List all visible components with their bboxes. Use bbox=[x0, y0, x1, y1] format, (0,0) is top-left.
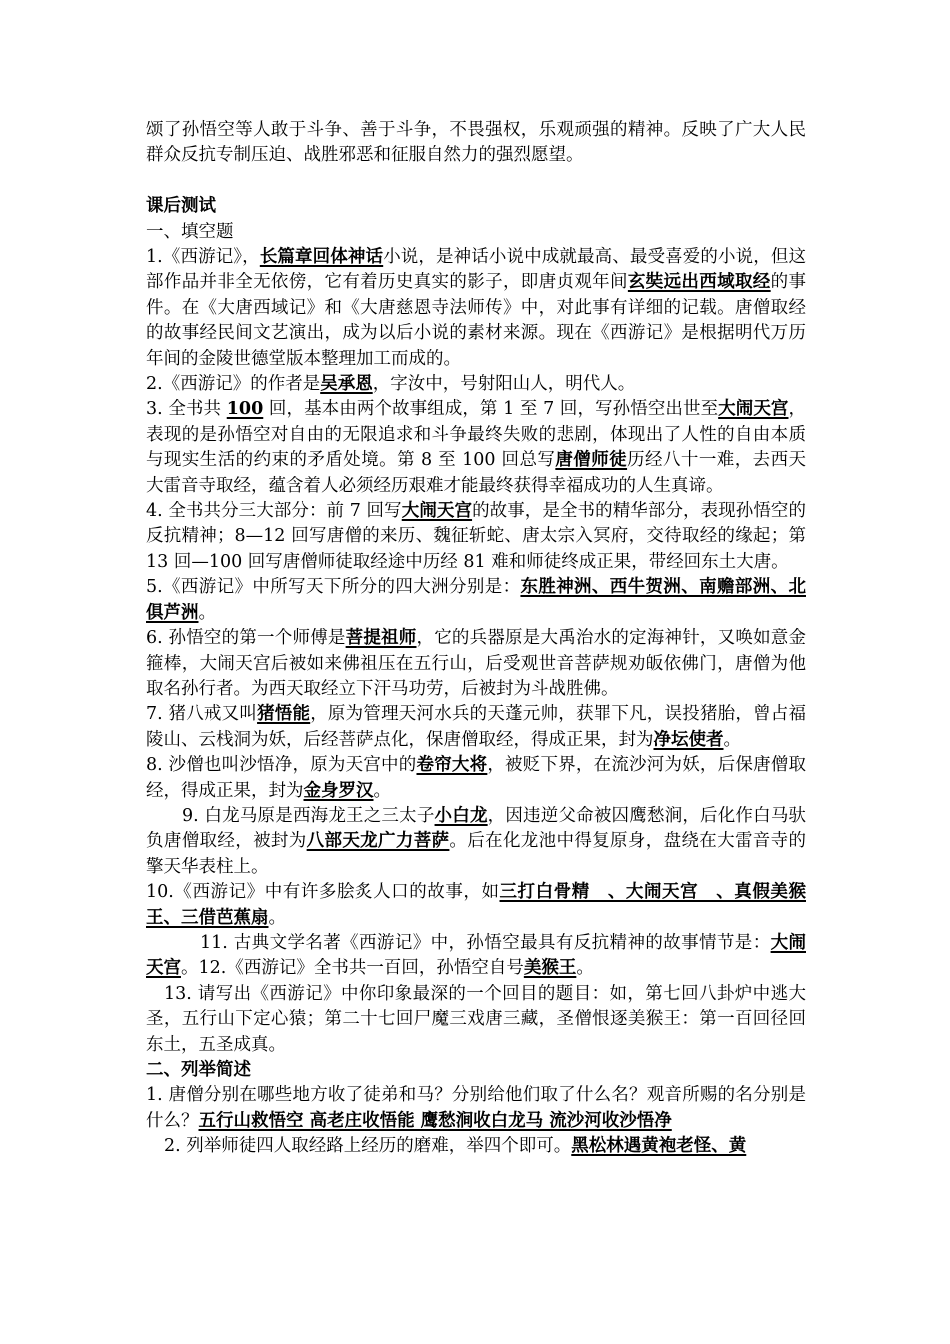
q7-text-c: 。 bbox=[723, 729, 741, 750]
q7-text-a: 7. 猪八戒又叫 bbox=[146, 704, 258, 725]
q10-answer-1: 三打白骨精 、大闹天宫 、真假美猴王、三借芭蕉扇 bbox=[146, 882, 806, 928]
q1-answer-2: 玄奘远出西域取经 bbox=[627, 272, 771, 293]
q8-answer-1: 卷帘大将 bbox=[416, 755, 488, 776]
l2-text-a: 2. 列举师徒四人取经路上经历的磨难，举四个即可。 bbox=[164, 1136, 572, 1157]
list-question-2 bbox=[146, 1134, 806, 1159]
q10-text-a: 10.《西游记》中有许多脍炙人口的故事，如 bbox=[146, 882, 500, 903]
l1-text-a: 1. 唐僧分别在哪些地方收了徒弟和马？分别给他们取了什么名？观音所赐的名分别是什么？ bbox=[146, 1085, 806, 1131]
question-11 bbox=[146, 931, 806, 982]
q6-text-b: ，它的兵器原是大禹治水的定海神针，又唤如意金箍棒，大闹天宫后被如来佛祖压在五行山，后受观世音菩萨规劝皈依佛门，唐僧为他取名孙行者。为西天取经立下汗马功劳，后被封为斗战胜佛。 bbox=[146, 628, 806, 699]
q1-text-b: 小说，是神话小说中成就最高、最受喜爱的小说，但这部作品并非全无依傍，它有着历史真实的影子，即唐贞观年间 bbox=[146, 247, 807, 293]
blank-line bbox=[146, 169, 806, 194]
q6-text-a: 6. 孙悟空的第一个师傅是 bbox=[146, 628, 346, 649]
section-title: 课后测试 bbox=[146, 196, 216, 217]
q11-text-b: 。12.《西游记》全书共一百回，孙悟空自号 bbox=[181, 958, 524, 979]
q7-answer-2: 净坛使者 bbox=[653, 729, 724, 750]
q3-text-b: 回，基本由两个故事组成，第 1 至 7 回，写孙悟空出世至 bbox=[263, 399, 719, 420]
q4-answer-1: 大闹天宫 bbox=[401, 501, 473, 522]
question-6 bbox=[146, 626, 806, 702]
q4-text-b: 的故事，是全书的精华部分，表现孙悟空的反抗精神；8—12 回写唐僧的来历、魏征斩蛇、唐太宗入冥府，交待取经的缘起；第 13 回—100 回写唐僧师徒取经途中历经 81 难和师徒终成正果，带经回东土大唐。 bbox=[146, 501, 807, 572]
question-8 bbox=[146, 753, 806, 804]
q7-answer-1: 猪悟能 bbox=[257, 704, 311, 725]
q1-text-a: 1.《西游记》， bbox=[146, 247, 260, 268]
q5-answer-1: 东胜神洲、西牛贺洲、南赡部洲、北俱芦洲 bbox=[146, 577, 806, 623]
l2-answer-1: 黑松林遇黄袍老怪、黄 bbox=[571, 1136, 747, 1157]
question-10 bbox=[146, 880, 806, 931]
part2-title: 二、列举简述 bbox=[146, 1060, 251, 1081]
q8-text-a: 8. 沙僧也叫沙悟净，原为天宫中的 bbox=[146, 755, 417, 776]
q2-text-a: 2.《西游记》的作者是 bbox=[146, 374, 321, 395]
q11-text-c: 。 bbox=[576, 958, 594, 979]
question-2 bbox=[146, 372, 806, 397]
q4-text-a: 4. 全书共分三大部分：前 7 回写 bbox=[146, 501, 402, 522]
intro-paragraph: 颂了孙悟空等人敢于斗争、善于斗争，不畏强权，乐观顽强的精神。反映了广大人民群众反抗专制压迫、战胜邪恶和征服自然力的强烈愿望。 bbox=[146, 120, 806, 166]
q11-text-a: 11. 古典文学名著《西游记》中，孙悟空最具有反抗精神的故事情节是： bbox=[200, 932, 771, 953]
question-9 bbox=[146, 804, 806, 880]
question-4 bbox=[146, 499, 806, 575]
q9-text-b: ，因违逆父命被囚鹰愁涧，后化作白马驮负唐僧取经，被封为 bbox=[146, 805, 807, 852]
q9-answer-1: 小白龙 bbox=[434, 805, 488, 826]
question-5 bbox=[146, 575, 806, 626]
question-13: 13. 请写出《西游记》中你印象最深的一个回目的题目：如，第七回八卦炉中逃大圣，五行山下定心猿；第二十七回尸魔三戏唐三藏，圣僧恨逐美猴王：第一百回径回东土，五圣成真。 bbox=[146, 983, 806, 1055]
q2-answer-1: 吴承恩 bbox=[320, 374, 373, 395]
q11-answer-1: 大闹天宫 bbox=[146, 932, 806, 979]
q3-text-a: 3. 全书共 bbox=[146, 399, 227, 420]
l1-answer-1: 五行山救悟空 高老庄收悟能 鹰愁涧收白龙马 流沙河收沙悟净 bbox=[198, 1110, 672, 1131]
q3-answer-1: 100 bbox=[226, 399, 264, 420]
q9-text-a: 9. 白龙马原是西海龙王之三太子 bbox=[182, 805, 435, 826]
q3-text-c: ，表现的是孙悟空对自由的无限追求和斗争最终失败的悲剧，体现出了人性的自由本质与现实生活的约束的矛盾处境。第 8 至 100 回总写 bbox=[146, 399, 806, 471]
q9-answer-2: 八部天龙广力菩萨 bbox=[306, 831, 450, 852]
q1-text-c: 的事件。在《大唐西域记》和《大唐慈恩寺法师传》中，对此事有详细的记载。唐僧取经的故事经民间文艺演出，成为以后小说的素材来源。现在《西游记》是根据明代万历年间的金陵世德堂版本整理加工而成的。 bbox=[146, 272, 807, 369]
question-7 bbox=[146, 702, 806, 753]
q3-answer-2: 大闹天宫 bbox=[718, 399, 789, 420]
q3-answer-3: 唐僧师徒 bbox=[555, 450, 628, 471]
q8-text-c: 。 bbox=[373, 780, 391, 801]
q8-answer-2: 金身罗汉 bbox=[303, 780, 374, 801]
q10-text-b: 。 bbox=[268, 907, 286, 928]
list-question-1 bbox=[146, 1083, 806, 1134]
q7-text-b: ，原为管理天河水兵的天蓬元帅，获罪下凡，误投猪胎，曾占福陵山、云栈洞为妖，后经菩萨点化，保唐僧取经，得成正果，封为 bbox=[146, 704, 807, 750]
q6-answer-1: 菩提祖师 bbox=[345, 628, 417, 649]
q8-text-b: ，被贬下界，在流沙河为妖，后保唐僧取经，得成正果，封为 bbox=[146, 755, 806, 801]
part1-title: 一、填空题 bbox=[146, 221, 234, 242]
q3-text-d: 历经八十一难，去西天大雷音寺取经，蕴含着人必须经历艰难才能最终获得幸福成功的人生真谛。 bbox=[146, 450, 807, 496]
q5-text-a: 5.《西游记》中所写天下所分的四大洲分别是： bbox=[146, 577, 521, 598]
document-page bbox=[146, 118, 806, 1160]
q5-text-b: 。 bbox=[198, 602, 216, 623]
q1-answer-1: 长篇章回体神话 bbox=[259, 247, 384, 268]
question-3 bbox=[146, 397, 806, 499]
q2-text-b: ，字汝中，号射阳山人，明代人。 bbox=[372, 374, 636, 395]
q9-text-c: 。后在化龙池中得复原身，盘绕在大雷音寺的擎天华表柱上。 bbox=[146, 831, 807, 877]
question-1 bbox=[146, 245, 806, 372]
q11-answer-2: 美猴王 bbox=[523, 958, 577, 979]
